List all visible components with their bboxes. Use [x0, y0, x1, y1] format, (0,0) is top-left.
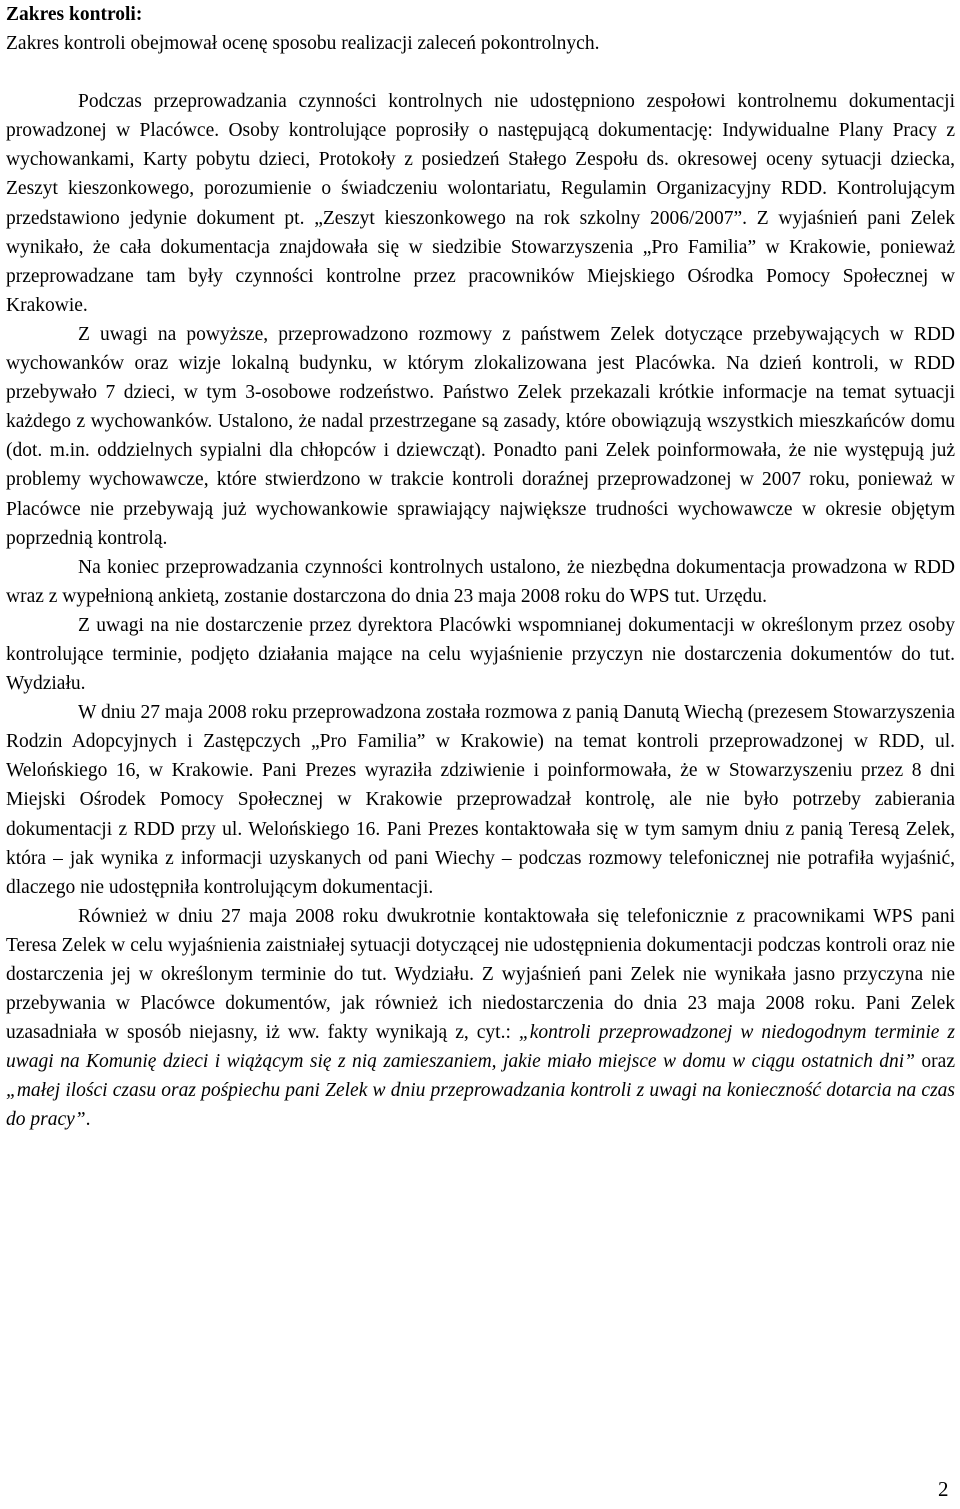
paragraph-6-text: Również w dniu 27 maja 2008 roku dwukrotnie kontaktowała się telefonicznie z pracownikami WPS pani Teresa Zelek w celu wyjaśnienia zaistniałej sytuacji dotyczącej nie udostępnienia dokumentacji podczas kontroli oraz nie dostarczenia jej w określonym terminie do tut. Wydziału. Z wyjaśnień pani Zelek nie wynikała jasno przyczyna nie przebywania w Placówce dokumentów, jak również ich niedostarczenia do dnia 23 maja 2008 roku. Pani Zelek uzasadniała w sposób niejasny, iż ww. fakty wynikają z, cyt.:: [6, 905, 955, 1044]
paragraph-4: Z uwagi na nie dostarczenie przez dyrektora Placówki wspomnianej dokumentacji w określonym przez osoby kontrolujące terminie, podjęto działania mające na celu wyjaśnienie przyczyn nie dostarczenia dokumentów do tut. Wydziału.: [6, 614, 955, 695]
paragraph-2: Z uwagi na powyższe, przeprowadzono rozmowy z państwem Zelek dotyczące przebywających w RDD wychowanków oraz wizje lokalną budynku, w którym zlokalizowana jest Placówka. Na dzień kontroli, w RDD przebywało 7 dzieci, w tym 3-osobowe rodzeństwo. Państwo Zelek przekazali krótkie informacje na temat sytuacji każdego z wychowanków. Ustalono, że nadal przestrzegane są zasady, które obowiązują wszystkich mieszkańców domu (dot. m.in. oddzielnych sypialni dla chłopców i dziewcząt). Ponadto pani Zelek poinformowała, że nie występują już problemy wychowawcze, które stwierdzono w trakcie kontroli doraźnej przeprowadzonej w 2007 roku, ponieważ w Placówce nie przebywają już wychowankowie sprawiający największe trudności wychowawcze w okresie objętym poprzednią kontrolą.: [6, 323, 955, 549]
paragraph-6-connector: oraz: [915, 1051, 955, 1073]
paragraph-5: W dniu 27 maja 2008 roku przeprowadzona została rozmowa z panią Danutą Wiechą (prezesem Stowarzyszenia Rodzin Adopcyjnych i Zastępczych „Pro Familia” w Krakowie) na temat kontroli przeprowadzonej w RDD, ul. Welońskiego 16, w Krakowie. Pani Prezes wyraziła zdziwienie i poinformowała, że w Stowarzyszeniu przez 8 dni Miejski Ośrodek Pomocy Społecznej w Krakowie przeprowadzał kontrolę, ale nie było potrzeby zabierania dokumentacji z RDD przy ul. Welońskiego 16. Pani Prezes kontaktowała się w tym samym dniu z panią Teresą Zelek, która – jak wynika z informacji uzyskanych od pani Wiechy – podczas rozmowy telefonicznej nie potrafiła wyjaśnić, dlaczego nie udostępniła kontrolującym dokumentacji.: [6, 702, 955, 898]
paragraph-6: [6, 902, 955, 1135]
scope-line: Zakres kontroli obejmował ocenę sposobu realizacji zaleceń pokontrolnych.: [6, 33, 600, 55]
paragraph-6-end: .: [85, 1109, 91, 1131]
section-heading: Zakres kontroli:: [6, 4, 143, 25]
quote-time: „małej ilości czasu oraz pośpiechu pani Zelek w dniu przeprowadzania kontroli z uwagi na konieczność dotarcia na czas do pracy”: [6, 1080, 955, 1131]
page-number: 2: [938, 1477, 949, 1501]
blank-line: [6, 58, 955, 87]
paragraph-1: Podczas przeprowadzania czynności kontrolnych nie udostępniono zespołowi kontrolnemu dokumentacji prowadzonej w Placówce. Osoby kontrolujące poprosiły o następującą dokumentację: Indywidualne Plany Pracy z wychowankami, Karty pobytu dzieci, Protokoły z posiedzeń Stałego Zespołu ds. okresowej oceny sytuacji dziecka, Zeszyt kieszonkowego, porozumienie o świadczeniu wolontariatu, Regulamin Organizacyjny RDD. Kontrolującym przedstawiono jedynie dokument pt. „Zeszyt kieszonkowego na rok szkolny 2006/2007”. Z wyjaśnień pani Zelek wynikało, że cała dokumentacja znajdowała się w siedzibie Stowarzyszenia „Pro Familia” w Krakowie, ponieważ przeprowadzane tam były czynności kontrolne przez pracowników Miejskiego Ośrodka Pomocy Społecznej w Krakowie.: [6, 91, 955, 316]
document-page: [6, 0, 955, 1135]
quote-communion: „kontroli przeprowadzonej w niedogodnym terminie z uwagi na Komunię dzieci i wiążącym się z nią zamieszaniem, jakie miało miejsce w domu w ciągu ostatnich dni”: [6, 1022, 955, 1073]
paragraph-3: Na koniec przeprowadzania czynności kontrolnych ustalono, że niezbędna dokumentacja prowadzona w RDD wraz z wypełnioną ankietą, zostanie dostarczona do dnia 23 maja 2008 roku do WPS tut. Urzędu.: [6, 556, 955, 607]
